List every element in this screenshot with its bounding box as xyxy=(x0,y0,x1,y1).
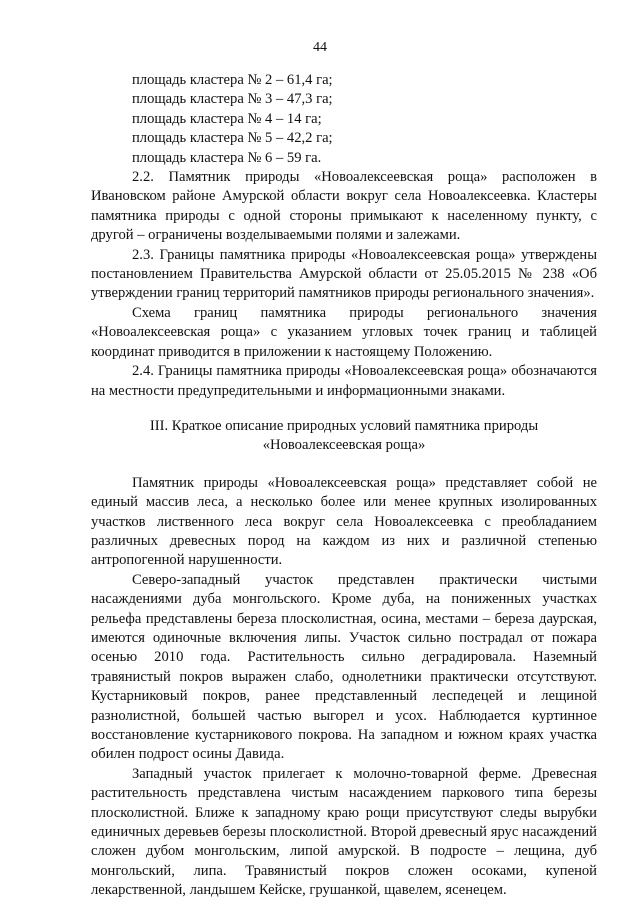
spacer xyxy=(91,456,597,474)
cluster-area-list xyxy=(91,71,597,168)
cluster-area-item: площадь кластера № 3 – 47,3 га; xyxy=(132,91,333,108)
page-content xyxy=(91,71,597,901)
paragraph-west-plot: Западный участок прилегает к молочно-товарной ферме. Древесная растительность представлена чистым насаждением паркового типа березы плосколистной. Ближе к западному краю рощи присутствуют следы вырубки единичных деревьев березы плосколистной. Второй древесный ярус насаждений сложен дубом монгольским, липой амурской. В подросте – лещина, дуб монгольский, липа. Травянистый покров сложен осоками, купеной лекарственной, ландышем Кейске, грушанкой, щавелем, ясенецем. xyxy=(91,765,597,899)
page-number: 44 xyxy=(313,40,327,55)
paragraph-2-4: 2.4. Границы памятника природы «Новоалексеевская роща» обозначаются на местности предупредительными и информационными знаками. xyxy=(91,363,597,399)
section-heading-line-1: III. Краткое описание природных условий памятника природы xyxy=(149,417,539,434)
cluster-area-item: площадь кластера № 5 – 42,2 га; xyxy=(132,130,333,147)
cluster-area-item: площадь кластера № 4 – 14 га; xyxy=(132,110,322,127)
spacer xyxy=(91,401,597,417)
paragraph-2-3: 2.3. Границы памятника природы «Новоалексеевская роща» утверждены постановлением Правительства Амурской области от 25.05.2015 № 238 «Об утверждении границ территорий памятников природы регионального значения». xyxy=(91,246,597,302)
paragraph-overview: Памятник природы «Новоалексеевская роща» представляет собой не единый массив леса, а несколько более или менее крупных изолированных участков лиственного леса вокруг села Новоалексеевка с преобладанием различных древесных пород на каждом из них и различной степенью антропогенной нарушенности. xyxy=(91,474,597,569)
cluster-area-item: площадь кластера № 6 – 59 га. xyxy=(132,149,322,166)
paragraph-2-2: 2.2. Памятник природы «Новоалексеевская роща» расположен в Ивановском районе Амурской области вокруг села Новоалексеевка. Кластеры памятника природы с одной стороны примыкают к населенному пункту, с другой – ограничены возделываемыми полями и залежами. xyxy=(91,169,597,244)
cluster-area-item: площадь кластера № 2 – 61,4 га; xyxy=(132,72,333,88)
section-heading-line-2: «Новоалексеевская роща» xyxy=(262,437,426,454)
paragraph-boundary-scheme: Схема границ памятника природы регионального значения «Новоалексеевская роща» с указанием угловых точек границ и таблицей координат приводится в приложении к настоящему Положению. xyxy=(91,304,597,360)
paragraph-northwest-plot: Северо-западный участок представлен практически чистыми насаждениями дуба монгольского. Кроме дуба, на пониженных участках рельефа представлены береза плосколистная, осина, местами – береза даурская, имеются одиночные включения липы. Участок сильно пострадал от пожара осенью 2010 года. Растительность сильно деградировала. Наземный травянистый покров выражен слабо, однолетники практически отсутствуют. Кустарниковый покров, ранее представленный леспедецей и лещиной разнолистной, большей частью выгорел и усох. Наблюдается куртинное восстановление кустарникового покрова. На западном и южном краях участка обилен подрост осины Давида. xyxy=(91,571,597,763)
